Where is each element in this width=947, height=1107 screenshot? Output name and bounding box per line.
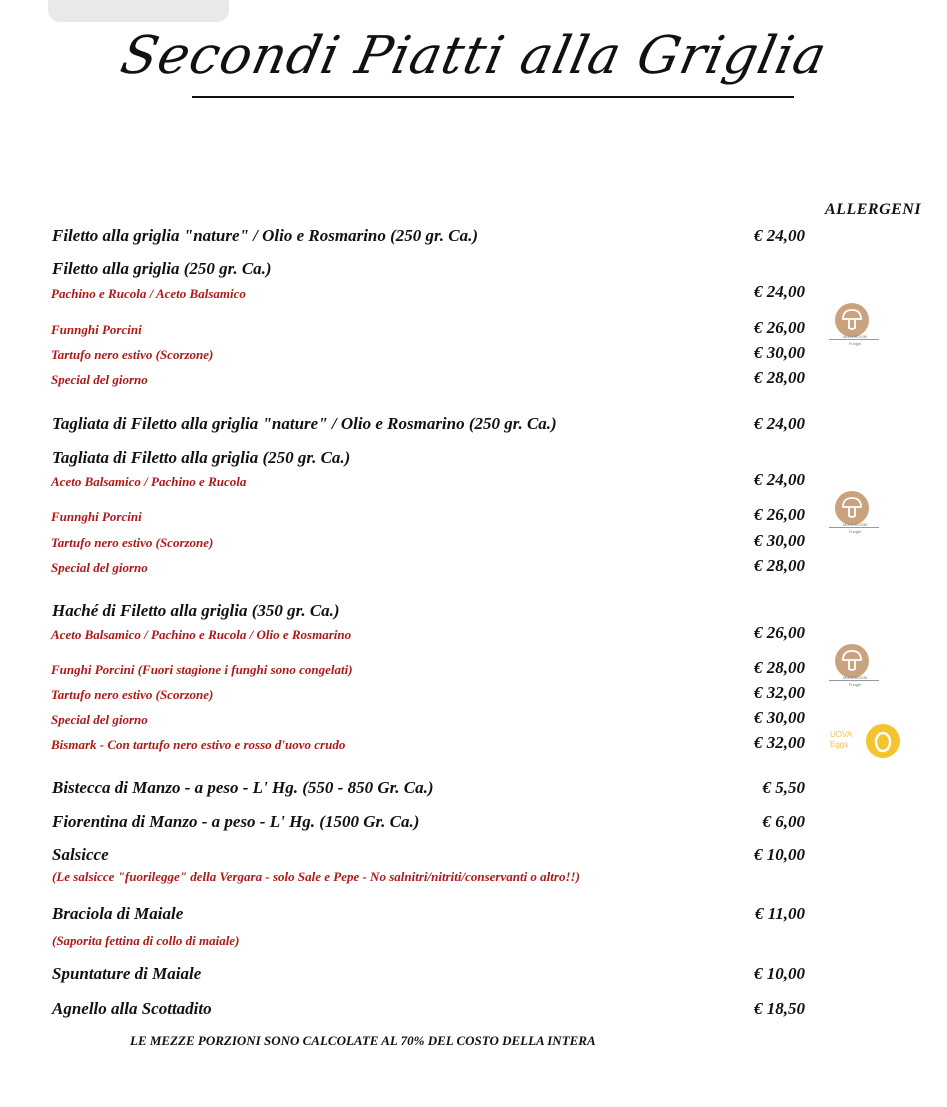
- menu-option: [0, 505, 947, 533]
- item-name: Tagliata di Filetto alla griglia "nature" / Olio e Rosmarino (250 gr. Ca.): [52, 414, 557, 433]
- menu-item-note: [0, 933, 947, 957]
- item-price: € 11,00: [754, 904, 805, 923]
- item-name: Fiorentina di Manzo - a peso - L' Hg. (1500 Gr. Ca.): [52, 812, 420, 831]
- mushroom-icon: [842, 497, 862, 519]
- item-price: € 10,00: [754, 964, 805, 983]
- option-price: € 24,00: [754, 282, 805, 301]
- item-name: Filetto alla griglia (250 gr. Ca.): [52, 259, 272, 278]
- allergens-header: ALLERGENI: [825, 201, 922, 218]
- menu-option: [0, 282, 947, 310]
- mushroom-icon: [842, 309, 862, 331]
- allergen-subtitle: Funghi: [848, 682, 862, 687]
- allergen-subtitle: Funghi: [848, 529, 862, 534]
- option-price: € 30,00: [754, 708, 805, 727]
- egg-icon: [874, 729, 892, 753]
- item-name: Braciola di Maiale: [52, 904, 184, 923]
- page-title: Secondi Piatti alla Griglia: [115, 26, 832, 86]
- item-price: € 6,00: [762, 812, 805, 831]
- option-name: Tartufo nero estivo (Scorzone): [51, 687, 214, 702]
- option-price: € 30,00: [754, 531, 805, 550]
- menu-option: [0, 623, 947, 651]
- menu-option: [0, 368, 947, 396]
- menu-item: [0, 226, 947, 250]
- option-price: € 28,00: [754, 556, 805, 575]
- item-name: Filetto alla griglia "nature" / Olio e Rosmarino (250 gr. Ca.): [52, 226, 478, 245]
- item-note: (Le salsicce "fuorilegge" della Vergara - solo Sale e Pepe - No salnitri/nitriti/conservanti o altro!!): [52, 869, 580, 884]
- option-price: € 28,00: [754, 368, 805, 387]
- menu-item: [0, 778, 947, 802]
- option-price: € 26,00: [754, 623, 805, 642]
- top-status-bar: [48, 0, 229, 22]
- option-name: Special del giorno: [51, 372, 148, 387]
- menu-option: [0, 733, 947, 761]
- item-note: (Saporita fettina di collo di maiale): [52, 933, 240, 948]
- half-portion-note: LE MEZZE PORZIONI SONO CALCOLATE AL 70% DEL COSTO DELLA INTERA: [130, 1033, 596, 1048]
- menu-item: [0, 601, 947, 625]
- egg-allergen-badge: [830, 724, 902, 758]
- item-price: € 5,50: [762, 778, 805, 797]
- mushroom-allergen-badge: [825, 303, 883, 353]
- menu-item: [0, 999, 947, 1023]
- item-price: € 24,00: [754, 226, 805, 245]
- option-name: Special del giorno: [51, 712, 148, 727]
- option-price: € 26,00: [754, 318, 805, 337]
- menu-item: [0, 259, 947, 283]
- option-price: € 24,00: [754, 470, 805, 489]
- option-price: € 32,00: [754, 683, 805, 702]
- mushroom-allergen-badge: [825, 491, 883, 541]
- option-price: € 30,00: [754, 343, 805, 362]
- item-name: Tagliata di Filetto alla griglia (250 gr. Ca.): [52, 448, 351, 467]
- item-name: Spuntature di Maiale: [52, 964, 202, 983]
- menu-option: [0, 556, 947, 584]
- mushroom-icon: [842, 650, 862, 672]
- item-name: Salsicce: [52, 845, 109, 864]
- option-name: Tartufo nero estivo (Scorzone): [51, 347, 214, 362]
- option-price: € 28,00: [754, 658, 805, 677]
- allergen-title: MUSHROOM: [842, 675, 868, 680]
- menu-option: [0, 470, 947, 498]
- allergen-title: MUSHROOM: [842, 334, 868, 339]
- option-name: Funnghi Porcini: [51, 322, 142, 337]
- option-name: Pachino e Rucola / Aceto Balsamico: [51, 286, 246, 301]
- item-name: Bistecca di Manzo - a peso - L' Hg. (550 - 850 Gr. Ca.): [52, 778, 434, 797]
- option-name: Tartufo nero estivo (Scorzone): [51, 535, 214, 550]
- item-price: € 18,50: [754, 999, 805, 1018]
- option-name: Funghi Porcini (Fuori stagione i funghi sono congelati): [51, 662, 353, 677]
- item-name: Haché di Filetto alla griglia (350 gr. Ca.): [52, 601, 340, 620]
- allergen-egg-label: UOVA Eggs: [830, 730, 853, 749]
- option-name: Special del giorno: [51, 560, 148, 575]
- menu-item: [0, 414, 947, 438]
- menu-item: [0, 448, 947, 472]
- title-underline: [192, 96, 794, 98]
- menu-item: [0, 845, 947, 869]
- item-price: € 10,00: [754, 845, 805, 864]
- item-name: Agnello alla Scottadito: [52, 999, 212, 1018]
- option-name: Aceto Balsamico / Pachino e Rucola / Olio e Rosmarino: [51, 627, 352, 642]
- option-price: € 26,00: [754, 505, 805, 524]
- mushroom-allergen-badge: [825, 644, 883, 694]
- option-name: Funnghi Porcini: [51, 509, 142, 524]
- menu-item: [0, 904, 947, 928]
- item-price: € 24,00: [754, 414, 805, 433]
- option-price: € 32,00: [754, 733, 805, 752]
- option-name: Bismark - Con tartufo nero estivo e rosso d'uovo crudo: [51, 737, 346, 752]
- menu-item-note: [0, 869, 947, 893]
- allergen-subtitle: Funghi: [848, 341, 862, 346]
- menu-item: [0, 964, 947, 988]
- option-name: Aceto Balsamico / Pachino e Rucola: [51, 474, 247, 489]
- menu-item: [0, 812, 947, 836]
- allergen-title: MUSHROOM: [842, 522, 868, 527]
